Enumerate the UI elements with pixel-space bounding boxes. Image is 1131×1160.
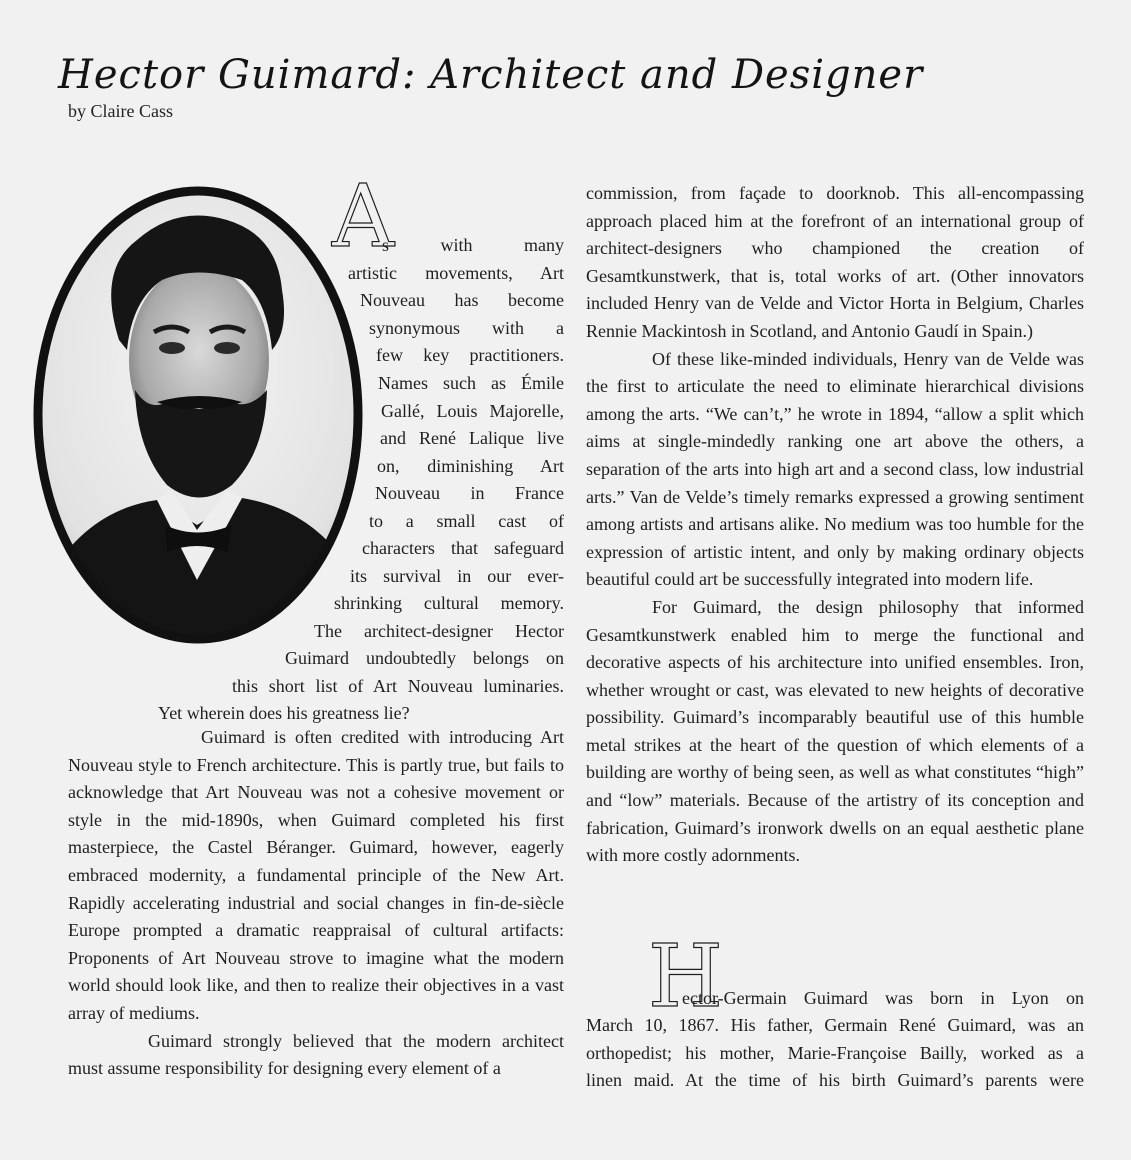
right-column — [586, 180, 1084, 870]
paragraph: Guimard strongly believed that the modern architect must assume responsibility for designing every element of a — [68, 1030, 564, 1079]
wrap-line: on, diminishing Art — [377, 456, 564, 476]
drop-cap-h: H — [648, 927, 723, 1027]
wrap-line: to a small cast of — [369, 511, 564, 531]
wrap-line: this short list of Art Nouveau luminaries. — [232, 676, 564, 696]
paragraph: Guimard is often credited with introducing Art Nouveau style to French architecture. This is partly true, but fails to acknowledge that Art Nouveau was not a cohesive movement or style in the mid-1890s, when Guimard completed his first masterpiece, the Castel Béranger. Guimard, however, eagerly embraced modernity, a fundamental principle of the New Art. Rapidly accelerating industrial and social changes in fin-de-siècle Europe prompted a dramatic reappraisal of cultural artifacts: Proponents of Art Nouveau strove to imagine what the modern world should look like, and then to realize their objectives in a vast array of mediums. — [68, 727, 564, 1023]
text-line: ector-Germain Guimard was born in Lyon on — [682, 988, 1084, 1008]
wrap-line: Nouveau in France — [375, 483, 564, 503]
wrap-line: artistic movements, Art — [348, 263, 564, 283]
wrap-line: Guimard undoubtedly belongs on — [285, 648, 564, 668]
byline: by Claire Cass — [68, 101, 173, 121]
wrap-line: Names such as Émile — [378, 373, 564, 393]
paragraph: commission, from façade to doorknob. This all-encompassing approach placed him at the forefront of an international group of architect-designers who championed the creation of Gesamtkunstwerk, that is, total works of art. (Other innovators included Henry van de Velde and Victor Horta in Belgium, Charles Rennie Mackintosh in Scotland, and Antonio Gaudí in Spain.) — [586, 183, 1084, 341]
wrap-line: shrinking cultural memory. — [334, 593, 564, 613]
paragraph: For Guimard, the design philosophy that informed Gesamtkunstwerk enabled him to merge the functional and decorative aspects of his architecture into unified ensembles. Iron, whether wrought or cast, was elevated to new heights of decorative possibility. Guimard’s incomparably beautiful use of this humble metal strikes at the heart of the question of which elements of a building are worthy of being seen, as well as what constitutes “high” and “low” materials. Because of the artistry of its conception and fabrication, Guimard’s ironwork dwells on an equal aesthetic plane with more costly adornments. — [586, 596, 1084, 866]
wrap-line: Nouveau has become — [360, 290, 564, 310]
text-line: orthopedist; his mother, Marie-Françoise Bailly, worked as a — [586, 1043, 1084, 1063]
page-title: Hector Guimard: Architect and Designer — [58, 52, 924, 98]
text-line: linen maid. At the time of his birth Guimard’s parents were — [586, 1070, 1084, 1090]
text-line: March 10, 1867. His father, Germain René Guimard, was an — [586, 1015, 1084, 1035]
wrap-line: s with many — [382, 235, 564, 255]
wrap-line: characters that safeguard — [362, 538, 564, 558]
left-column — [68, 724, 564, 1083]
wrap-line: its survival in our ever- — [350, 566, 564, 586]
wrap-line: Yet wherein does his greatness lie? — [158, 703, 410, 723]
drop-cap-a: A — [332, 167, 395, 267]
wrap-line: and René Lalique live — [380, 428, 564, 448]
wrap-line: few key practitioners. — [376, 345, 564, 365]
wrap-line: synonymous with a — [369, 318, 564, 338]
wrap-line: Gallé, Louis Majorelle, — [381, 401, 564, 421]
wrap-line: The architect-designer Hector — [314, 621, 564, 641]
portrait-photo — [27, 180, 369, 650]
paragraph: Of these like-minded individuals, Henry van de Velde was the first to articulate the need to eliminate hierarchical divisions among the arts. “We can’t,” he wrote in 1894, “allow a split which aims at single-mindedly ranking one art above the others, a separation of the arts into high art and a second class, low industrial arts.” Van de Velde’s timely remarks expressed a growing sentiment among artists and artisans alike. No medium was too humble for the expression of artistic intent, and only by making ordinary objects beautiful could art be successfully integrated into modern life. — [586, 348, 1084, 590]
